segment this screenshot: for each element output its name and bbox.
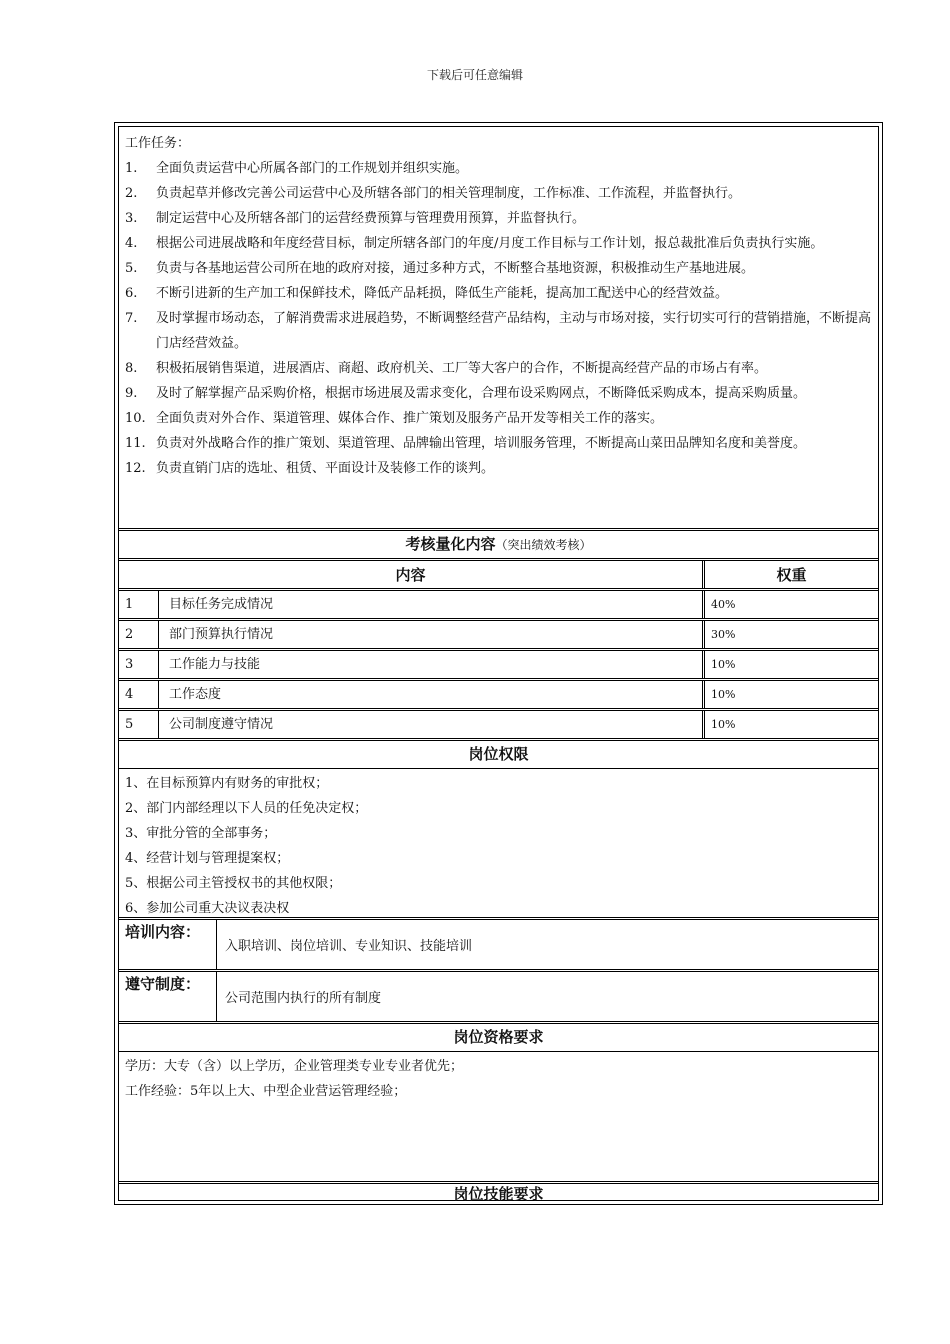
authority-item: 3、审批分管的全部事务； xyxy=(125,826,277,841)
assessment-row-item: 工作能力与技能 xyxy=(159,651,705,678)
assessment-row-weight: 10% xyxy=(711,688,736,701)
task-text: 全面负责对外合作、渠道管理、媒体合作、推广策划及服务产品开发等相关工作的落实。 xyxy=(156,411,664,426)
assessment-row xyxy=(119,618,878,648)
task-number: 9. xyxy=(125,386,138,401)
job-description-table xyxy=(114,122,883,1205)
task-text: 负责直销门店的选址、租赁、平面设计及装修工作的谈判。 xyxy=(156,461,495,476)
assessment-row xyxy=(119,588,878,618)
task-text: 制定运营中心及所辖各部门的运营经费预算与管理费用预算，并监督执行。 xyxy=(156,211,586,226)
assessment-subtitle: （突出绩效考核） xyxy=(495,538,592,552)
task-item xyxy=(125,356,872,381)
qualification-title: 岗位资格要求 xyxy=(453,1028,544,1046)
task-text: 全面负责运营中心所属各部门的工作规划并组织实施。 xyxy=(156,161,469,176)
compliance-label: 遵守制度： xyxy=(119,972,217,1021)
task-number: 1. xyxy=(125,161,138,176)
task-text: 负责对外战略合作的推广策划、渠道管理、品牌输出管理，培训服务管理，不断提高山菜田品牌知名度和美誉度。 xyxy=(156,436,807,451)
qualification-section xyxy=(119,1051,878,1181)
authority-list xyxy=(119,768,878,917)
task-item xyxy=(125,306,872,356)
task-text: 积极拓展销售渠道，进展酒店、商超、政府机关、工厂等大客户的合作，不断提高经营产品的市场占有率。 xyxy=(156,361,768,376)
skills-title: 岗位技能要求 xyxy=(453,1185,544,1203)
assessment-row-number: 4 xyxy=(119,681,159,708)
task-item xyxy=(125,181,872,206)
assessment-header-row xyxy=(119,558,878,588)
assessment-row xyxy=(119,648,878,678)
task-item xyxy=(125,281,872,306)
assessment-row xyxy=(119,678,878,708)
assessment-row-item: 公司制度遵守情况 xyxy=(159,711,705,738)
table-inner xyxy=(118,126,879,1201)
assessment-row-number: 3 xyxy=(119,651,159,678)
task-item xyxy=(125,406,872,431)
task-text: 及时掌握市场动态，了解消费需求进展趋势，不断调整经营产品结构，主动与市场对接，实行切实可行的营销措施，不断提高门店经营效益。 xyxy=(156,311,872,351)
task-item xyxy=(125,206,872,231)
authority-item: 2、部门内部经理以下人员的任免决定权； xyxy=(125,801,368,816)
task-item xyxy=(125,381,872,406)
task-item xyxy=(125,456,872,481)
assessment-row-item: 部门预算执行情况 xyxy=(159,621,705,648)
task-text: 不断引进新的生产加工和保鲜技术，降低产品耗损，降低生产能耗，提高加工配送中心的经营效益。 xyxy=(156,286,729,301)
task-number: 11. xyxy=(125,436,146,451)
authority-title: 岗位权限 xyxy=(468,745,529,763)
assessment-row-weight: 40% xyxy=(711,598,736,611)
assessment-row-number: 5 xyxy=(119,711,159,738)
task-number: 4. xyxy=(125,236,138,251)
page-header-note: 下载后可任意编辑 xyxy=(426,68,523,82)
assessment-row-weight: 30% xyxy=(711,628,736,641)
task-item xyxy=(125,231,872,256)
authority-item: 5、根据公司主管授权书的其他权限； xyxy=(125,876,342,891)
task-number: 2. xyxy=(125,186,138,201)
task-number: 10. xyxy=(125,411,146,426)
compliance-row xyxy=(119,969,878,1021)
work-tasks-section xyxy=(119,127,878,528)
assessment-row-number: 2 xyxy=(119,621,159,648)
authority-item: 6、参加公司重大决议表决权 xyxy=(125,901,290,916)
task-item xyxy=(125,156,872,181)
training-row xyxy=(119,917,878,969)
assessment-row-number: 1 xyxy=(119,591,159,618)
task-item xyxy=(125,256,872,281)
task-text: 负责与各基地运营公司所在地的政府对接，通过多种方式，不断整合基地资源，积极推动生产基地进展。 xyxy=(156,261,755,276)
work-tasks-list xyxy=(125,156,872,481)
assessment-row-weight: 10% xyxy=(711,658,736,671)
assessment-row-item: 工作态度 xyxy=(159,681,705,708)
task-text: 负责起草并修改完善公司运营中心及所辖各部门的相关管理制度，工作标准、工作流程，并监督执行。 xyxy=(156,186,742,201)
task-number: 6. xyxy=(125,286,138,301)
authority-item: 4、经营计划与管理提案权； xyxy=(125,851,290,866)
task-number: 3. xyxy=(125,211,138,226)
task-number: 8. xyxy=(125,361,138,376)
authority-item: 1、在目标预算内有财务的审批权； xyxy=(125,776,329,791)
assessment-row-weight: 10% xyxy=(711,718,736,731)
task-number: 5. xyxy=(125,261,138,276)
assessment-title-bar xyxy=(119,528,878,558)
skills-title-bar xyxy=(119,1181,878,1202)
assessment-row-item: 目标任务完成情况 xyxy=(159,591,705,618)
task-text: 根据公司进展战略和年度经营目标，制定所辖各部门的年度/月度工作目标与工作计划，报总裁批准后负责执行实施。 xyxy=(156,236,824,251)
task-number: 12. xyxy=(125,461,146,476)
column-header-weight: 权重 xyxy=(776,566,807,584)
qualification-title-bar xyxy=(119,1021,878,1051)
task-number: 7. xyxy=(125,311,138,326)
qualification-education: 学历：大专（含）以上学历，企业管理类专业专业者优先； xyxy=(125,1059,464,1074)
qualification-experience: 工作经验：5年以上大、中型企业营运管理经验； xyxy=(125,1084,407,1099)
assessment-row xyxy=(119,708,878,738)
column-header-content: 内容 xyxy=(119,561,705,588)
assessment-title: 考核量化内容 xyxy=(405,535,496,553)
task-item xyxy=(125,431,872,456)
work-tasks-title: 工作任务： xyxy=(125,136,191,151)
compliance-value: 公司范围内执行的所有制度 xyxy=(225,991,382,1006)
authority-title-bar xyxy=(119,738,878,768)
training-label: 培训内容： xyxy=(119,920,217,969)
task-text: 及时了解掌握产品采购价格，根据市场进展及需求变化，合理布设采购网点，不断降低采购成本，提高采购质量。 xyxy=(156,386,807,401)
training-value: 入职培训、岗位培训、专业知识、技能培训 xyxy=(225,939,473,954)
